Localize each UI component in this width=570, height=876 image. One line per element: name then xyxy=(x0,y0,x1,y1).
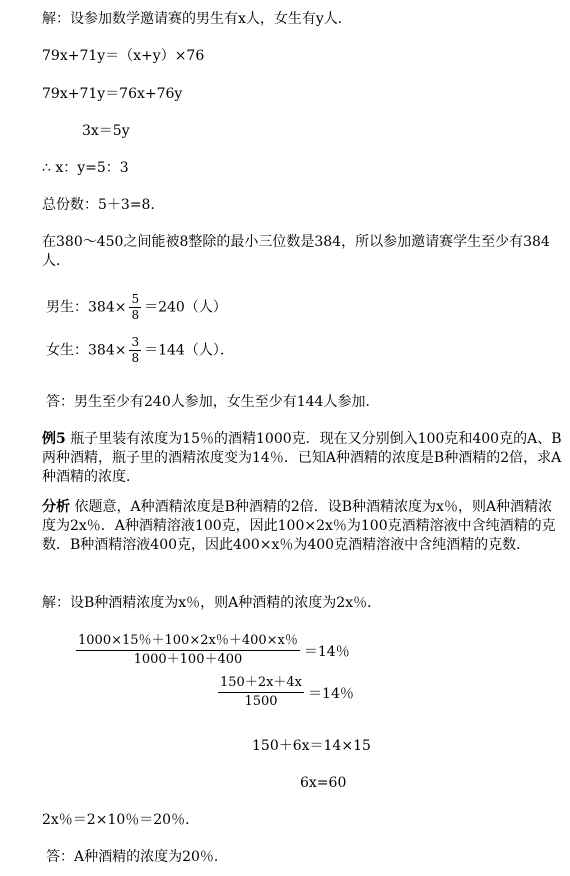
fraction-2-numerator: 150＋2x＋4x xyxy=(218,674,304,693)
answer-2: 答：A种酒精的浓度为20％． xyxy=(46,849,228,865)
solution-intro: 解：设参加数学邀请赛的男生有x人，女生有y人． xyxy=(42,11,352,27)
fraction-1-numerator: 1000×15％＋100×2x％＋400×x％ xyxy=(76,632,300,651)
fraction-1 xyxy=(76,632,300,669)
total-parts: 总份数：5＋3=8． xyxy=(42,197,165,213)
girls-calculation xyxy=(46,335,234,366)
equation-6x: 6x=60 xyxy=(300,775,347,791)
fraction-2 xyxy=(218,674,304,711)
analysis xyxy=(42,498,562,555)
boys-fraction-numerator: 5 xyxy=(131,292,140,306)
fraction-1-denominator: 1000＋100＋400 xyxy=(133,652,243,667)
fraction-equation-1 xyxy=(76,632,350,669)
girls-fraction-denominator: 8 xyxy=(131,351,140,365)
analysis-label: 分析 xyxy=(42,499,70,515)
girls-prefix: 女生：384× xyxy=(46,342,127,359)
fraction-2-rhs: ＝14％ xyxy=(308,685,354,702)
equation-linear: 150＋6x＝14×15 xyxy=(252,738,371,754)
divisibility-paragraph: 在380～450之间能被8整除的最小三位数是384，所以参加邀请赛学生至少有384人． xyxy=(42,234,550,269)
fraction-2-denominator: 1500 xyxy=(244,694,278,709)
example-5-label: 例5 xyxy=(42,431,66,447)
concentration-result: 2x％＝2×10％＝20％． xyxy=(42,812,200,828)
solution-2-intro: 解：设B种酒精浓度为x％，则A种酒精的浓度为2x％． xyxy=(42,595,382,611)
answer-1: 答：男生至少有240人参加，女生至少有144人参加． xyxy=(46,394,380,410)
boys-fraction xyxy=(129,292,141,323)
girls-suffix: ＝144（人）． xyxy=(144,342,234,359)
equation-3: 3x＝5y xyxy=(82,123,130,139)
ratio-conclusion: ∴ x：y=5：3 xyxy=(42,160,129,176)
example-5 xyxy=(42,430,562,487)
example-5-text: 瓶子里装有浓度为15％的酒精1000克．现在又分别倒入100克和400克的A、B两种酒精，瓶子里的酒精浓度变为14％．已知A种酒精的浓度是B种酒精的2倍，求A种酒精的浓度． xyxy=(42,431,562,485)
equation-1: 79x+71y＝（x+y）×76 xyxy=(42,48,205,64)
fraction-1-rhs: ＝14％ xyxy=(303,643,350,660)
girls-fraction xyxy=(129,335,141,366)
boys-calculation xyxy=(46,292,227,323)
girls-fraction-numerator: 3 xyxy=(131,335,140,349)
boys-prefix: 男生：384× xyxy=(46,299,127,316)
boys-suffix: ＝240（人） xyxy=(144,299,227,316)
boys-fraction-denominator: 8 xyxy=(131,308,140,322)
analysis-text: 依题意，A种酒精浓度是B种酒精的2倍．设B种酒精浓度为x％，则A种酒精浓度为2x％．A种酒精溶液100克，因此100×2x％为100克酒精溶液中含纯酒精的克数．B种酒精溶液400克，因此400×x％为400克酒精溶液中含纯酒精的克数． xyxy=(42,499,556,553)
equation-2: 79x+71y＝76x+76y xyxy=(42,86,183,102)
fraction-equation-2 xyxy=(218,674,354,711)
